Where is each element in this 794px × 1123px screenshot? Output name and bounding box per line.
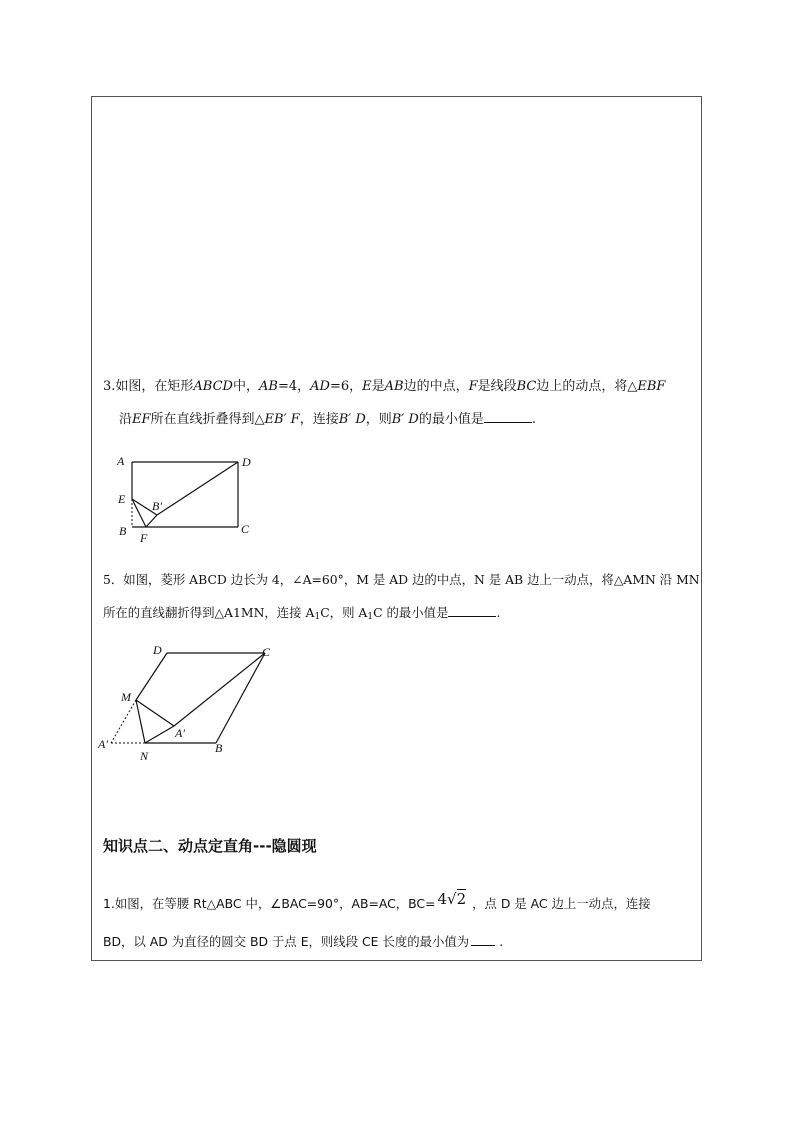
label-B-prime: B′ [152,499,162,513]
label-A-prime-2: A′ [98,737,108,751]
section-heading: 知识点二、动点定直角---隐圆现 [103,837,317,855]
problem5-line2: 所在的直线翻折得到△A1MN，连接 $A_1C$，则 $A_1C$ 的最小值是 . [103,605,501,622]
label-C: C [262,645,271,659]
label-B: B [215,741,223,755]
answer-blank [471,933,495,946]
problem3-line2: 沿EF所在直线折叠得到△EB′ F，连接B′ D，则B′ D的最小值是 . [119,412,536,427]
label-D: D [153,643,162,657]
problem1-line2: BD，以 AD 为直径的圆交 BD 于点 E，则线段 CE 长度的最小值为 . [103,934,504,949]
problem5-line1: 5．如图，菱形 ABCD 边长为 4，∠A=60°，M 是 AD 边的中点，N 是 AB 边上一动点，将△AMN 沿 MN [103,572,700,587]
label-F: F [140,531,148,545]
answer-blank [484,410,532,423]
label-B: B [119,524,127,538]
radical-expression: 4√2 [437,890,467,908]
label-M: M [121,690,131,704]
problem3-line1: 3.如图，在矩形ABCD中，AB=4，AD=6，E是AB边的中点，F是线段BC边上的动点，将△EBF [103,379,666,394]
label-E: E [118,492,126,506]
label-N: N [140,749,149,763]
label-A: A [117,454,125,468]
label-A-prime: A′ [175,726,185,740]
rectangle-fold-figure [110,448,260,548]
label-D: D [242,455,251,469]
problem1-line1: 1.如图，在等腰 Rt△ABC 中，∠BAC=90°，AB=AC，BC= 4√2 ，点 D 是 AC 边上一动点，连接 [103,890,651,911]
label-C: C [241,522,250,536]
answer-blank [448,604,496,617]
rhombus-fold-figure [95,640,280,765]
